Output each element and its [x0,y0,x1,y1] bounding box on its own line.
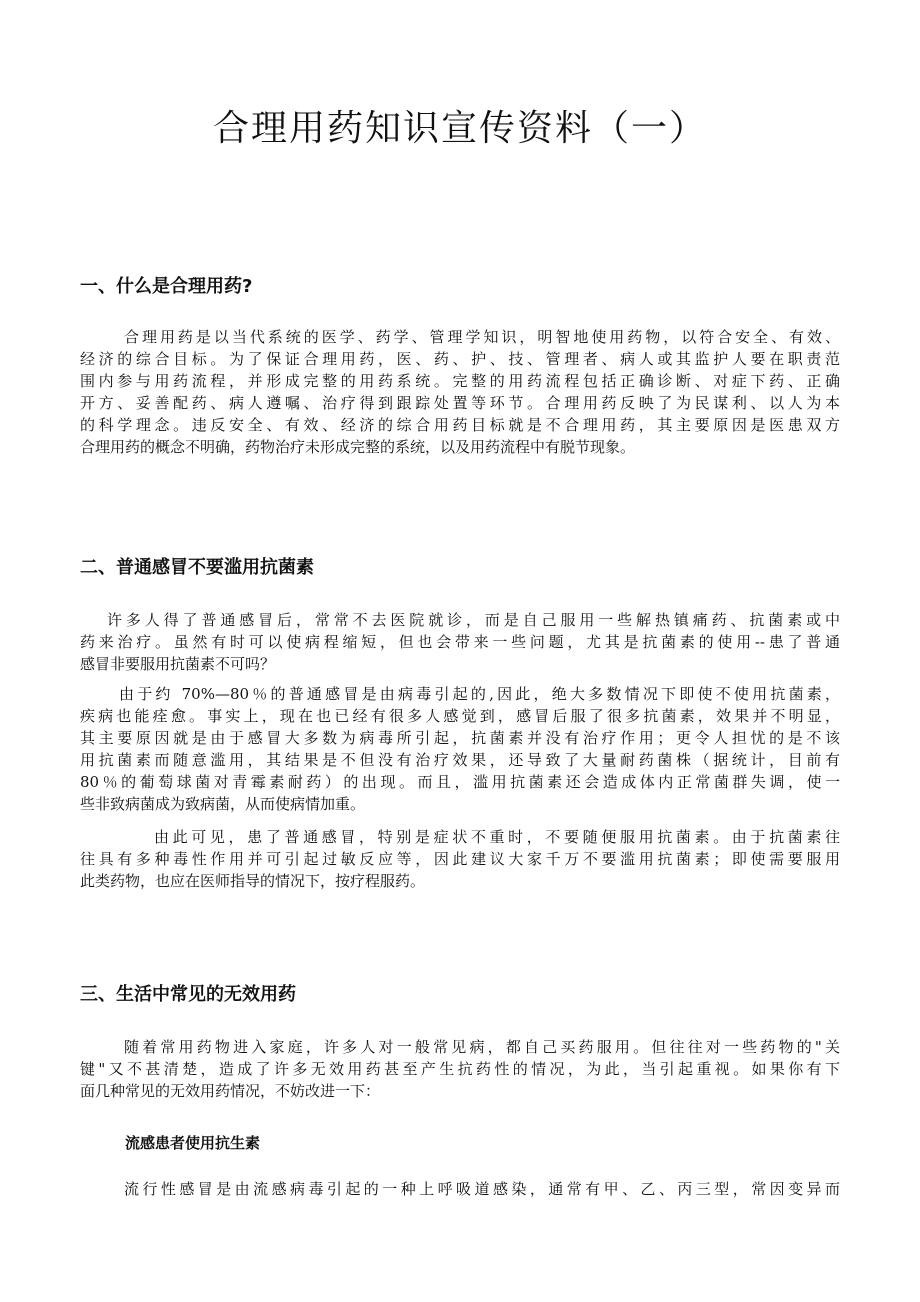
document-title: 合理用药知识宣传资料（一） [212,108,707,149]
section-1-paragraph [80,326,840,458]
section-2-heading: 二、普通感冒不要滥用抗菌素 [80,557,314,578]
section-2-paragraph-1 [80,609,840,675]
section-3-subheading: 流感患者使用抗生素 [125,1134,261,1152]
paragraph-line: 感冒非要服用抗菌素不可吗？ [80,655,276,673]
paragraph-line: 开方、妥善配药、病人遵嘱、治疗得到跟踪处置等环节。合理用药反映了为民谋利、以人为本 [80,394,840,412]
paragraph-line: 其主要原因就是由于感冒大多数为病毒所引起，抗菌素并没有治疗作用；更令人担忧的是不该 [80,729,840,747]
paragraph-line: 药来治疗。虽然有时可以使病程缩短，但也会带来一些问题，尤其是抗菌素的使用--患了普通 [80,633,840,651]
paragraph-line: 由此可见，患了普通感冒，特别是症状不重时，不要随便服用抗菌素。由于抗菌素往 [154,828,840,846]
section-3-heading: 三、生活中常见的无效用药 [80,984,296,1005]
section-2-paragraph-2 [80,683,840,815]
paragraph-line: 往具有多种毒性作用并可引起过敏反应等，因此建议大家千万不要滥用抗菌素；即使需要服用 [80,850,840,868]
paragraph-line: 此类药物，也应在医师指导的情况下，按疗程服药。 [80,872,426,890]
paragraph-line: 些非致病菌成为致病菌，从而使病情加重。 [80,795,366,813]
paragraph-line: 由于约 70%—80％的普通感冒是由病毒引起的,因此，绝大多数情况下即使不使用抗菌素， [119,685,840,703]
paragraph-line: 许多人得了普通感冒后，常常不去医院就诊，而是自己服用一些解热镇痛药、抗菌素或中 [107,611,840,629]
paragraph-line: 流行性感冒是由流感病毒引起的一种上呼吸道感染，通常有甲、乙、丙三型，常因变异而 [124,1180,840,1198]
section-2-paragraph-3 [80,826,840,892]
paragraph-line: 用抗菌素而随意滥用，其结果是不但没有治疗效果，还导致了大量耐药菌株（据统计，目前有 [80,751,840,769]
section-3-paragraph-1 [80,1036,840,1102]
paragraph-line: 疾病也能痊愈。事实上，现在也已经有很多人感觉到，感冒后服了很多抗菌素，效果并不明显， [80,707,840,725]
paragraph-line: 随着常用药物进入家庭，许多人对一般常见病，都自己买药服用。但往往对一些药物的"关 [124,1038,840,1056]
paragraph-line: 经济的综合目标。为了保证合理用药，医、药、护、技、管理者、病人或其监护人要在职责范 [80,350,840,368]
paragraph-line: 围内参与用药流程，并形成完整的用药系统。完整的用药流程包括正确诊断、对症下药、正确 [80,372,840,390]
paragraph-line: 80％的葡萄球菌对青霉素耐药）的出现。而且，滥用抗菌素还会造成体内正常菌群失调，使一 [80,773,840,791]
paragraph-line: 的科学理念。违反安全、有效、经济的综合用药目标就是不合理用药，其主要原因是医患双方 [80,416,840,434]
paragraph-line: 合理用药是以当代系统的医学、药学、管理学知识，明智地使用药物，以符合安全、有效、 [124,328,840,346]
paragraph-line: 键"又不甚清楚，造成了许多无效用药甚至产生抗药性的情况，为此，当引起重视。如果你有下 [80,1060,840,1078]
paragraph-line: 合理用药的概念不明确，药物治疗未形成完整的系统，以及用药流程中有脱节现象。 [80,438,636,456]
section-1-heading: 一、什么是合理用药? [80,276,253,297]
paragraph-line: 面几种常见的无效用药情况，不妨改进一下： [80,1082,381,1100]
section-3-paragraph-2 [80,1178,840,1200]
